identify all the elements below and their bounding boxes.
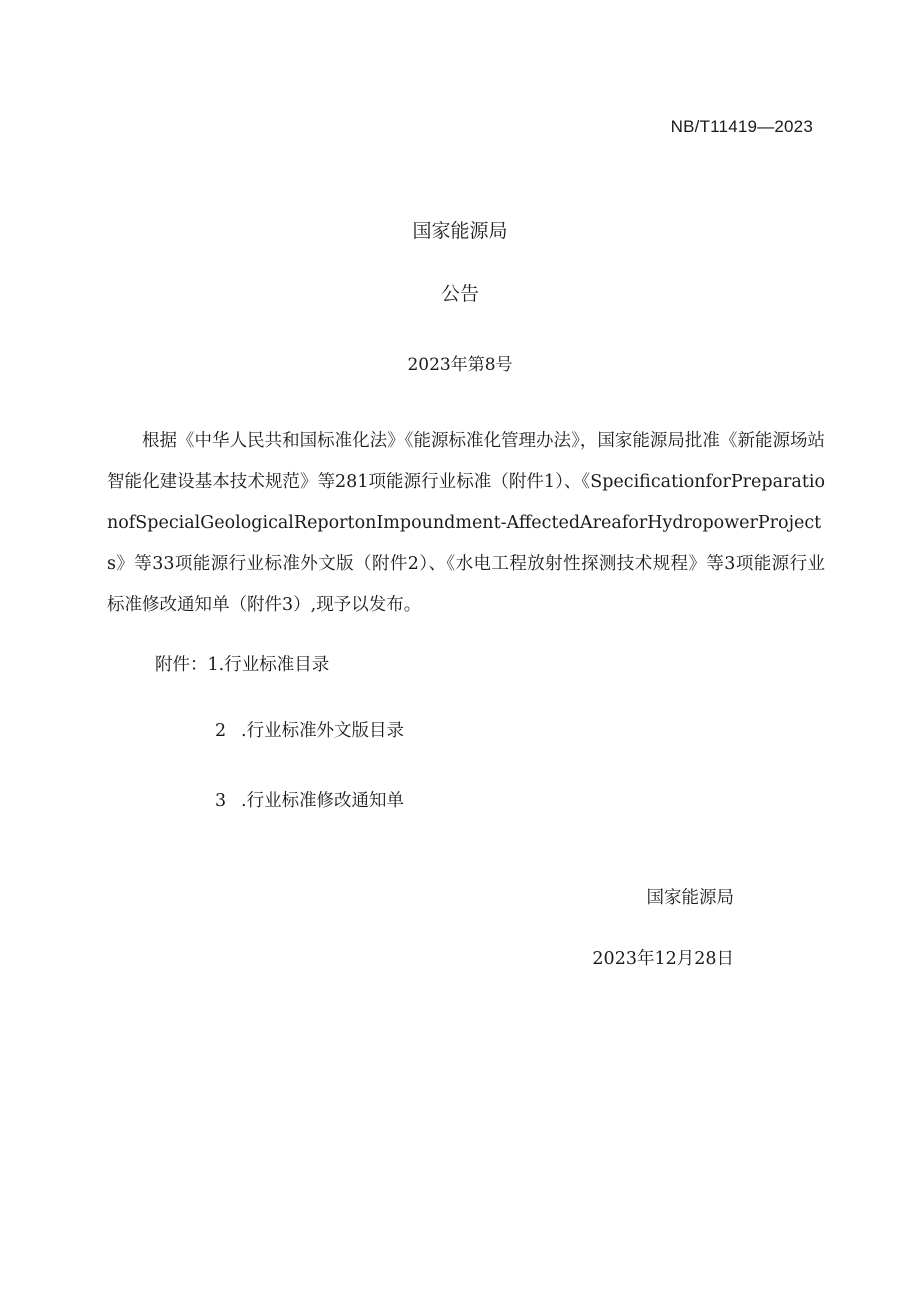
attachment-item-2 bbox=[215, 717, 404, 742]
attachment-text: .行业标准外文版目录 bbox=[241, 721, 405, 741]
attachment-item-1 bbox=[155, 651, 329, 676]
issuer-heading: 国家能源局 bbox=[412, 220, 508, 242]
body-paragraph: 根据《中华人民共和国标准化法》《能源标准化管理办法》，国家能源局批准《新能源场站智能化建设基本技术规范》等281项能源行业标准（附件1）、《SpecificationforPreparationofSpecialGeologicalReportonImpoundment-AffectedAreaforHydropowerProjects》等33项能源行业标准外文版（附件2）、《水电工程放射性探测技术规程》等3项能源行业标准修改通知单（附件3）,现予以发布。 bbox=[107, 431, 825, 615]
attachment-text: 行业标准目录 bbox=[224, 655, 330, 675]
attachment-item-3 bbox=[215, 787, 404, 812]
standard-code: NB/T11419—2023 bbox=[670, 117, 813, 136]
attachment-number: 3 bbox=[215, 791, 227, 811]
notice-title: 公告 bbox=[440, 283, 479, 305]
attachments-label: 附件： bbox=[155, 655, 208, 675]
attachment-number: 1. bbox=[207, 655, 225, 675]
attachment-text: .行业标准修改通知单 bbox=[241, 791, 405, 811]
notice-number: 2023年第8号 bbox=[407, 355, 513, 375]
attachment-number: 2 bbox=[215, 721, 227, 741]
signature-org: 国家能源局 bbox=[646, 888, 734, 908]
signature-date: 2023年12月28日 bbox=[592, 949, 734, 969]
notice-body bbox=[107, 421, 825, 626]
